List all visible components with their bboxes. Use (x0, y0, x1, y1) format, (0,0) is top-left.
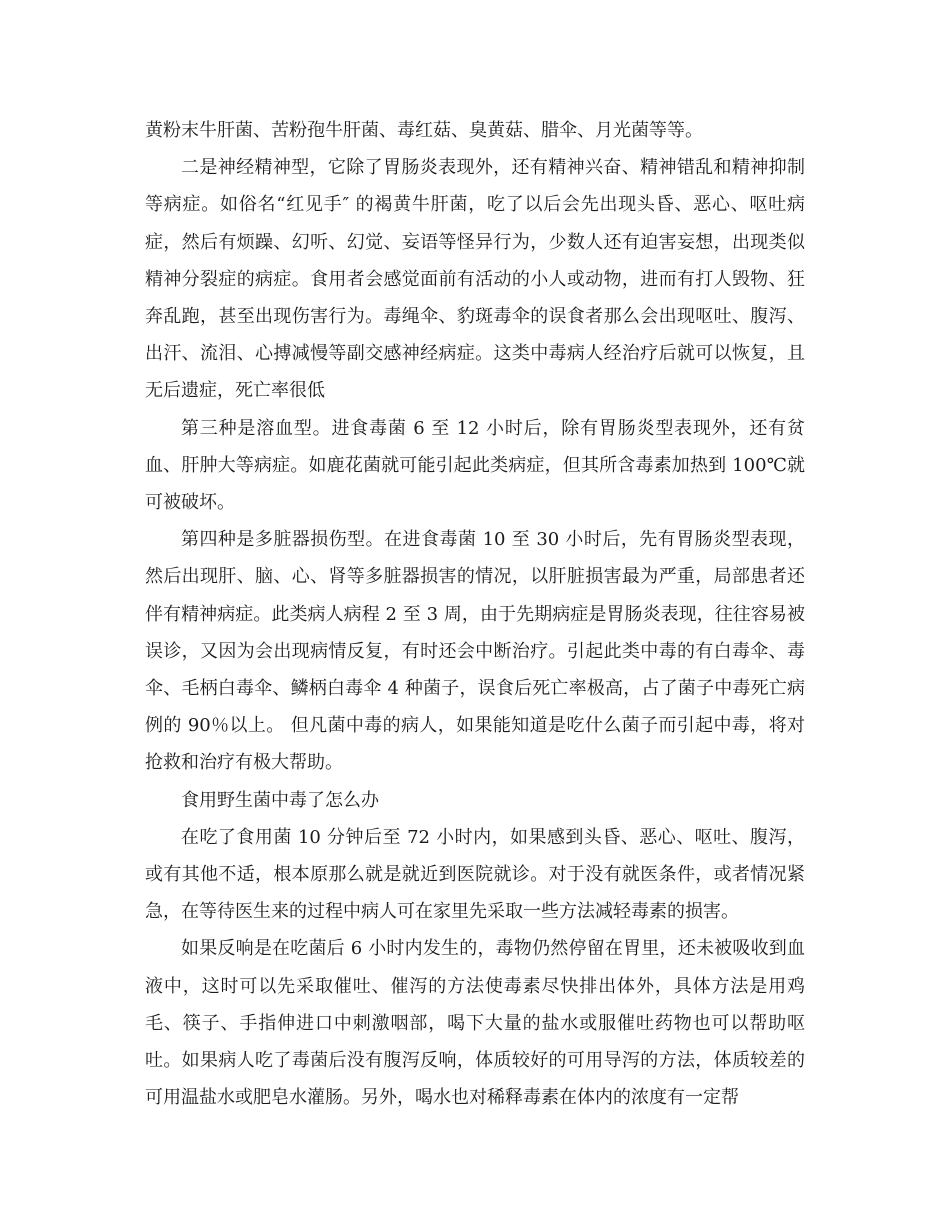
paragraph-first-aid: 如果反响是在吃菌后 6 小时内发生的，毒物仍然停留在胃里，还未被吸收到血液中，这时可以先采取催吐、催泻的方法使毒素尽快排出体外，具体方法是用鸡毛、筷子、手指伸进口中刺激咽部，喝下大量的盐水或服催吐药物也可以帮助呕吐。如果病人吃了毒菌后没有腹泻反响，体质较好的可用导泻的方法，体质较差的可用温盐水或肥皂水灌肠。另外，喝水也对稀释毒素在体内的浓度有一定帮 (145, 938, 805, 1109)
body-text (145, 112, 805, 1116)
paragraph-neuro-type: 二是神经精神型，它除了胃肠炎表现外，还有精神兴奋、精神错乱和精神抑制等病症。如俗名“红见手″ 的褐黄牛肝菌，吃了以后会先出现头昏、恶心、呕吐病症，然后有烦躁、幻听、幻觉、妄语等怪异行为，少数人还有迫害妄想，出现类似精神分裂症的病症。食用者会感觉面前有活动的小人或动物，进而有打人毁物、狂奔乱跑，甚至出现伤害行为。毒绳伞、豹斑毒伞的误食者那么会出现呕吐、腹泻、出汗、流泪、心搏减慢等副交感神经病症。这类中毒病人经治疗后就可以恢复，且无后遗症，死亡率很低 (145, 157, 805, 402)
paragraph-multi-organ-type: 第四种是多脏器损伤型。在进食毒菌 10 至 30 小时后，先有胃肠炎型表现，然后出现肝、脑、心、肾等多脏器损害的情况，以肝脏损害最为严重，局部患者还伴有精神病症。此类病人病程 2 至 3 周，由于先期病症是胃肠炎表现，往往容易被误诊，又因为会出现病情反复，有时还会中断治疗。引起此类中毒的有白毒伞、毒伞、毛柄白毒伞、鳞柄白毒伞 4 种菌子，误食后死亡率极高，占了菌子中毒死亡病例的 90％以上。 但凡菌中毒的病人，如果能知道是吃什么菌子而引起中毒，将对抢救和治疗有极大帮助。 (145, 529, 805, 774)
paragraph-what-to-do: 在吃了食用菌 10 分钟后至 72 小时内，如果感到头昏、恶心、呕吐、腹泻，或有其他不适，根本原那么就是就近到医院就诊。对于没有就医条件，或者情况紧急，在等待医生来的过程中病人可在家里先采取一些方法减轻毒素的损害。 (145, 826, 805, 923)
section-heading: 食用野生菌中毒了怎么办 (181, 789, 379, 811)
paragraph-continuation: 黄粉末牛肝菌、苦粉孢牛肝菌、毒红菇、臭黄菇、腊伞、月光菌等等。 (145, 120, 703, 141)
paragraph-hemolytic-type: 第三种是溶血型。进食毒菌 6 至 12 小时后，除有胃肠炎型表现外，还有贫血、肝肿大等病症。如鹿花菌就可能引起此类病症，但其所含毒素加热到 100℃就可被破坏。 (145, 417, 805, 514)
